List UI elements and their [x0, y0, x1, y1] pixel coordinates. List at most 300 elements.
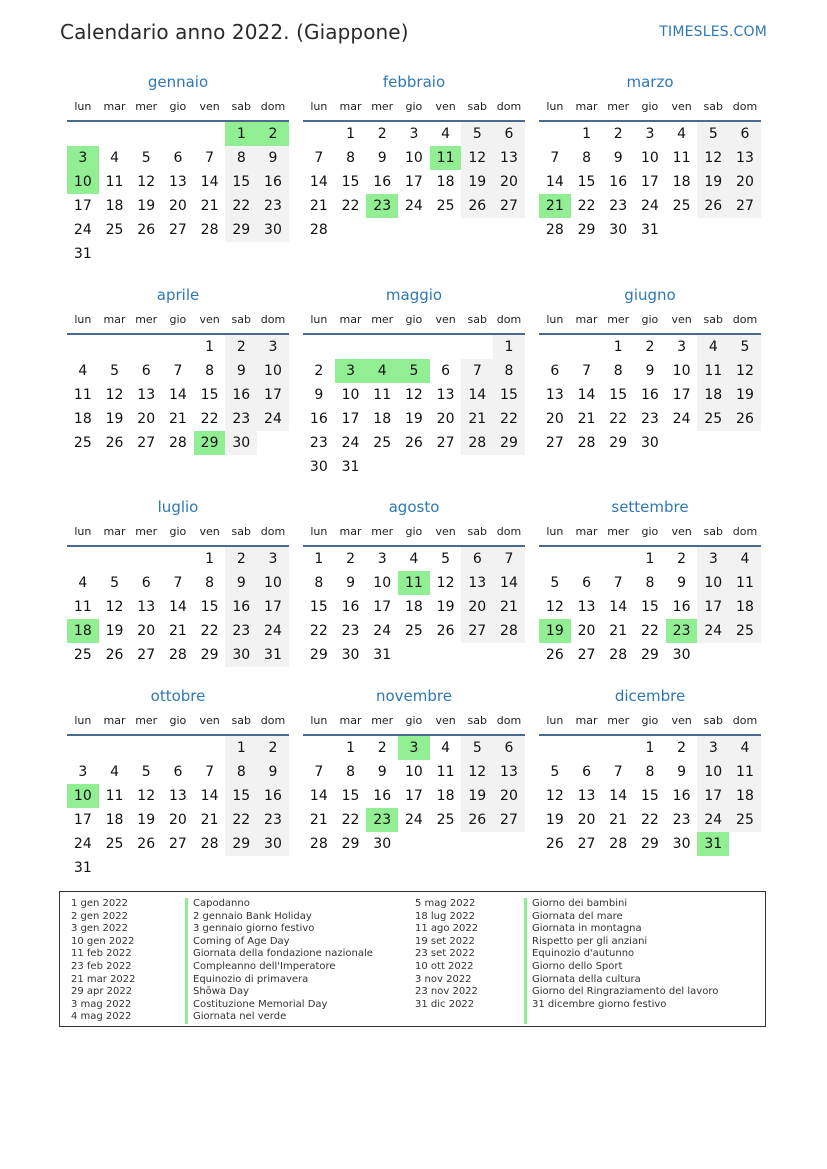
- weekday-label: mar: [103, 100, 126, 113]
- weekday-label: ven: [671, 100, 692, 113]
- day-cell: 22: [309, 623, 328, 639]
- day-cell: 5: [697, 122, 729, 146]
- weekday-label: gio: [641, 313, 659, 326]
- day-cell: 26: [404, 435, 423, 451]
- day-cell: 24: [73, 836, 92, 852]
- day-cell: 24: [73, 222, 92, 238]
- day-cell: 18: [105, 198, 124, 214]
- weekday-label: gio: [641, 525, 659, 538]
- day-cell: 30: [341, 647, 360, 663]
- holiday-cell: 23: [666, 619, 698, 643]
- day-cell: 27: [436, 435, 455, 451]
- day-cell: 4: [441, 126, 451, 142]
- weekday-label: ven: [199, 100, 220, 113]
- day-cell: 27: [577, 836, 596, 852]
- weekday-label: lun: [546, 525, 564, 538]
- day-cell: 3: [78, 764, 88, 780]
- day-cell: 30: [309, 459, 328, 475]
- weekday-label: mer: [371, 100, 394, 113]
- weekday-label: gio: [641, 100, 659, 113]
- day-cell: 18: [672, 174, 691, 190]
- day-cell: 1: [582, 126, 591, 142]
- empty-cell: [602, 547, 634, 571]
- legend-entry: 3 gen 2022: [71, 923, 129, 935]
- day-cell: 28: [168, 435, 187, 451]
- legend-entry: 2 gen 2022: [71, 910, 129, 922]
- legend-bar-right: [524, 898, 527, 1024]
- day-cell: 28: [545, 222, 564, 238]
- day-cell: 27: [137, 435, 156, 451]
- empty-cell: [67, 736, 99, 760]
- day-cell: 28: [609, 647, 628, 663]
- day-cell: 11: [105, 174, 124, 190]
- day-cell: 17: [672, 387, 691, 403]
- weekday-label: ven: [199, 525, 220, 538]
- day-cell: 20: [545, 411, 564, 427]
- day-cell: 28: [493, 619, 525, 643]
- empty-cell: [430, 335, 462, 359]
- weekday-header: [539, 96, 761, 118]
- day-cell: 23: [341, 623, 360, 639]
- day-cell: 5: [550, 764, 560, 780]
- day-cell: 5: [461, 736, 493, 760]
- day-cell: 28: [309, 222, 328, 238]
- day-cell: 21: [200, 812, 219, 828]
- weekday-label: mer: [607, 313, 630, 326]
- empty-cell: [539, 122, 571, 146]
- legend-entry: 23 nov 2022: [415, 986, 478, 998]
- day-cell: 25: [373, 435, 392, 451]
- day-cell: 22: [640, 812, 659, 828]
- empty-cell: [602, 736, 634, 760]
- day-grid: [67, 736, 289, 880]
- day-cell: 5: [110, 363, 119, 379]
- day-cell: 25: [697, 407, 729, 431]
- day-cell: 11: [73, 387, 92, 403]
- day-cell: 23: [225, 619, 257, 643]
- day-cell: 7: [173, 363, 183, 379]
- empty-cell: [67, 335, 99, 359]
- day-cell: 12: [105, 599, 124, 615]
- day-cell: 8: [645, 575, 655, 591]
- legend-entry: 3 nov 2022: [415, 973, 472, 985]
- day-cell: 19: [461, 170, 493, 194]
- empty-cell: [571, 736, 603, 760]
- weekday-label: mer: [135, 714, 158, 727]
- day-cell: 29: [341, 836, 360, 852]
- weekday-label: gio: [405, 313, 423, 326]
- day-grid: [539, 736, 761, 856]
- day-cell: 16: [341, 599, 360, 615]
- day-grid: [539, 335, 761, 455]
- weekday-label: gio: [169, 714, 187, 727]
- holiday-cell: 2: [257, 122, 289, 146]
- day-cell: 6: [582, 764, 591, 780]
- day-cell: 9: [346, 575, 355, 591]
- day-cell: 27: [493, 808, 525, 832]
- day-cell: 25: [73, 435, 92, 451]
- holiday-cell: 3: [67, 146, 99, 170]
- day-cell: 19: [461, 784, 493, 808]
- weekday-label: lun: [74, 100, 92, 113]
- day-cell: 9: [677, 764, 687, 780]
- day-cell: 19: [697, 170, 729, 194]
- day-cell: 8: [613, 363, 623, 379]
- weekday-header: [539, 710, 761, 732]
- day-cell: 21: [461, 407, 493, 431]
- day-cell: 18: [73, 411, 92, 427]
- month-agosto: [303, 496, 525, 667]
- brand-link[interactable]: TIMESLES.COM: [659, 24, 767, 40]
- legend-entry: 10 gen 2022: [71, 935, 135, 947]
- day-cell: 22: [200, 411, 219, 427]
- month-settembre: [539, 496, 761, 667]
- day-cell: 5: [141, 764, 151, 780]
- empty-cell: [335, 335, 367, 359]
- month-title: agosto: [388, 498, 440, 516]
- legend-entry: 23 feb 2022: [71, 960, 132, 972]
- weekday-label: sab: [703, 100, 724, 113]
- day-cell: 6: [582, 575, 591, 591]
- month-giugno: [539, 284, 761, 455]
- day-cell: 7: [205, 764, 215, 780]
- empty-cell: [303, 335, 335, 359]
- day-grid: [67, 547, 289, 667]
- day-cell: 14: [493, 571, 525, 595]
- day-cell: 8: [346, 764, 355, 780]
- day-cell: 20: [577, 623, 596, 639]
- holiday-cell: 18: [67, 619, 99, 643]
- day-cell: 14: [200, 174, 219, 190]
- day-cell: 29: [493, 431, 525, 455]
- weekday-label: mer: [371, 714, 394, 727]
- day-cell: 23: [309, 435, 328, 451]
- empty-cell: [130, 736, 162, 760]
- weekday-header: [303, 309, 525, 331]
- day-cell: 7: [173, 575, 183, 591]
- weekday-label: dom: [260, 313, 286, 326]
- holiday-cell: 19: [539, 619, 571, 643]
- weekday-label: sab: [231, 714, 252, 727]
- day-cell: 21: [168, 623, 187, 639]
- weekday-label: gio: [641, 714, 659, 727]
- day-cell: 30: [672, 647, 691, 663]
- day-cell: 16: [640, 387, 659, 403]
- legend-entry: Giorno dello Sport: [532, 960, 623, 972]
- day-cell: 16: [225, 595, 257, 619]
- day-cell: 11: [729, 760, 761, 784]
- day-cell: 4: [110, 764, 119, 780]
- weekday-label: mar: [575, 525, 598, 538]
- day-cell: 21: [577, 411, 596, 427]
- day-cell: 14: [309, 788, 328, 804]
- day-cell: 6: [141, 575, 151, 591]
- day-cell: 29: [200, 647, 219, 663]
- weekday-header: [303, 710, 525, 732]
- day-grid: [303, 335, 525, 479]
- day-cell: 8: [205, 363, 215, 379]
- weekday-label: ven: [671, 313, 692, 326]
- day-cell: 17: [257, 595, 289, 619]
- weekday-label: mar: [339, 313, 362, 326]
- day-cell: 26: [137, 222, 156, 238]
- day-cell: 16: [672, 788, 691, 804]
- day-cell: 10: [341, 387, 360, 403]
- weekday-label: sab: [703, 313, 724, 326]
- day-cell: 5: [141, 150, 151, 166]
- day-cell: 17: [640, 174, 659, 190]
- day-cell: 1: [314, 551, 324, 567]
- empty-cell: [539, 736, 571, 760]
- legend-entry: 11 feb 2022: [71, 948, 132, 960]
- weekday-label: ven: [435, 313, 456, 326]
- weekday-label: sab: [231, 525, 252, 538]
- day-cell: 12: [137, 174, 156, 190]
- day-cell: 22: [200, 623, 219, 639]
- day-cell: 11: [373, 387, 392, 403]
- day-cell: 2: [377, 740, 387, 756]
- weekday-label: gio: [405, 714, 423, 727]
- weekday-label: ven: [671, 714, 692, 727]
- day-cell: 22: [341, 198, 360, 214]
- day-cell: 10: [257, 359, 289, 383]
- day-cell: 4: [78, 575, 88, 591]
- weekday-label: lun: [310, 100, 328, 113]
- weekday-label: ven: [435, 100, 456, 113]
- day-cell: 21: [493, 595, 525, 619]
- day-cell: 24: [257, 407, 289, 431]
- day-cell: 22: [341, 812, 360, 828]
- day-cell: 19: [105, 623, 124, 639]
- day-cell: 27: [168, 222, 187, 238]
- day-cell: 26: [729, 407, 761, 431]
- legend-entry: 2 gennaio Bank Holiday: [193, 910, 312, 922]
- legend-entry: Giorno dei bambini: [532, 898, 628, 909]
- day-cell: 25: [436, 812, 455, 828]
- weekday-label: gio: [169, 100, 187, 113]
- day-cell: 4: [729, 547, 761, 571]
- day-cell: 3: [257, 547, 289, 571]
- month-title: novembre: [376, 687, 452, 705]
- month-gennaio: [67, 71, 289, 266]
- month-title: giugno: [624, 286, 676, 304]
- day-cell: 29: [577, 222, 596, 238]
- legend-entry: Rispetto per gli anziani: [532, 935, 648, 947]
- day-cell: 30: [225, 431, 257, 455]
- day-cell: 22: [225, 194, 257, 218]
- weekday-header: [67, 710, 289, 732]
- day-cell: 17: [73, 198, 92, 214]
- weekday-label: sab: [467, 100, 488, 113]
- day-cell: 15: [640, 599, 659, 615]
- day-cell: 20: [493, 170, 525, 194]
- day-cell: 13: [577, 599, 596, 615]
- day-cell: 7: [461, 359, 493, 383]
- empty-cell: [130, 122, 162, 146]
- weekday-label: dom: [260, 525, 286, 538]
- day-cell: 13: [729, 146, 761, 170]
- weekday-label: mar: [103, 525, 126, 538]
- weekday-label: lun: [74, 313, 92, 326]
- day-cell: 25: [672, 198, 691, 214]
- weekday-label: lun: [74, 714, 92, 727]
- day-cell: 3: [377, 551, 387, 567]
- day-cell: 3: [697, 736, 729, 760]
- legend-entry: Giornata in montagna: [532, 923, 642, 935]
- day-cell: 5: [110, 575, 119, 591]
- empty-cell: [398, 335, 430, 359]
- day-cell: 9: [377, 150, 387, 166]
- day-cell: 13: [137, 599, 156, 615]
- day-cell: 17: [697, 784, 729, 808]
- month-title: maggio: [385, 286, 443, 304]
- day-cell: 27: [137, 647, 156, 663]
- weekday-label: mer: [135, 100, 158, 113]
- day-cell: 20: [137, 411, 156, 427]
- day-cell: 9: [645, 363, 655, 379]
- day-cell: 6: [550, 363, 560, 379]
- empty-cell: [99, 736, 131, 760]
- day-cell: 13: [545, 387, 564, 403]
- weekday-header: [303, 521, 525, 543]
- day-cell: 6: [141, 363, 151, 379]
- holiday-cell: 29: [194, 431, 226, 455]
- legend-names-right: [532, 898, 718, 1011]
- day-cell: 25: [105, 836, 124, 852]
- day-cell: 27: [577, 647, 596, 663]
- day-cell: 1: [645, 740, 655, 756]
- day-cell: 20: [461, 595, 493, 619]
- weekday-label: dom: [732, 313, 758, 326]
- day-cell: 18: [729, 595, 761, 619]
- day-cell: 19: [137, 198, 156, 214]
- day-cell: 10: [373, 575, 392, 591]
- day-cell: 6: [441, 363, 451, 379]
- day-cell: 2: [677, 551, 687, 567]
- day-cell: 1: [346, 740, 355, 756]
- day-cell: 29: [640, 836, 659, 852]
- day-cell: 14: [577, 387, 596, 403]
- legend-entry: 1 gen 2022: [71, 898, 129, 909]
- day-cell: 13: [436, 387, 455, 403]
- empty-cell: [99, 547, 131, 571]
- day-cell: 13: [577, 788, 596, 804]
- day-cell: 22: [493, 407, 525, 431]
- day-cell: 28: [609, 836, 628, 852]
- day-cell: 7: [314, 764, 324, 780]
- weekday-label: sab: [703, 714, 724, 727]
- day-cell: 4: [697, 335, 729, 359]
- empty-cell: [162, 736, 194, 760]
- day-cell: 16: [609, 174, 628, 190]
- day-cell: 2: [314, 363, 324, 379]
- day-cell: 5: [729, 335, 761, 359]
- day-cell: 16: [257, 170, 289, 194]
- day-cell: 2: [377, 126, 387, 142]
- day-cell: 12: [461, 760, 493, 784]
- day-cell: 7: [613, 575, 623, 591]
- day-cell: 15: [640, 788, 659, 804]
- day-cell: 8: [493, 359, 525, 383]
- day-grid: [67, 122, 289, 266]
- legend-entry: Giorno del Ringraziamento del lavoro: [532, 986, 719, 998]
- day-cell: 12: [545, 599, 564, 615]
- day-cell: 10: [697, 760, 729, 784]
- day-cell: 26: [105, 435, 124, 451]
- day-cell: 24: [404, 812, 423, 828]
- empty-cell: [99, 122, 131, 146]
- day-cell: 6: [461, 547, 493, 571]
- day-cell: 19: [404, 411, 423, 427]
- legend-entry: Giornata nel verde: [193, 1011, 287, 1023]
- weekday-label: lun: [310, 714, 328, 727]
- day-cell: 8: [205, 575, 215, 591]
- legend-entry: 29 apr 2022: [71, 986, 133, 998]
- day-cell: 4: [441, 740, 451, 756]
- empty-cell: [571, 547, 603, 571]
- weekday-label: lun: [310, 525, 328, 538]
- weekday-label: lun: [74, 525, 92, 538]
- weekday-label: mer: [607, 714, 630, 727]
- day-cell: 17: [404, 174, 423, 190]
- day-cell: 30: [373, 836, 392, 852]
- empty-cell: [99, 335, 131, 359]
- legend-entry: 31 dic 2022: [415, 998, 475, 1010]
- weekday-label: sab: [467, 525, 488, 538]
- legend-entry: 3 mag 2022: [71, 998, 132, 1010]
- weekday-label: gio: [405, 525, 423, 538]
- day-cell: 20: [577, 812, 596, 828]
- day-cell: 6: [173, 764, 183, 780]
- day-cell: 24: [404, 198, 423, 214]
- day-cell: 2: [257, 736, 289, 760]
- day-grid: [67, 335, 289, 455]
- holiday-cell: 23: [366, 808, 398, 832]
- day-cell: 31: [73, 246, 92, 262]
- day-cell: 21: [309, 198, 328, 214]
- empty-cell: [303, 736, 335, 760]
- weekday-label: dom: [496, 525, 522, 538]
- day-cell: 24: [341, 435, 360, 451]
- day-cell: 20: [168, 812, 187, 828]
- day-cell: 21: [168, 411, 187, 427]
- month-title: ottobre: [150, 687, 206, 705]
- day-cell: 6: [729, 122, 761, 146]
- month-luglio: [67, 496, 289, 667]
- day-cell: 11: [697, 359, 729, 383]
- day-cell: 15: [341, 174, 360, 190]
- month-aprile: [67, 284, 289, 455]
- weekday-label: sab: [231, 100, 252, 113]
- legend-entry: 4 mag 2022: [71, 1011, 132, 1023]
- page-title: Calendario anno 2022. (Giappone): [60, 20, 409, 44]
- day-cell: 31: [341, 459, 360, 475]
- day-cell: 26: [436, 623, 455, 639]
- day-cell: 23: [225, 407, 257, 431]
- legend-entry: Giornata del mare: [532, 910, 623, 922]
- empty-cell: [130, 547, 162, 571]
- day-cell: 29: [609, 435, 628, 451]
- weekday-header: [67, 521, 289, 543]
- day-cell: 2: [677, 740, 687, 756]
- day-cell: 30: [640, 435, 659, 451]
- day-cell: 24: [697, 808, 729, 832]
- day-cell: 28: [461, 431, 493, 455]
- day-cell: 9: [613, 150, 623, 166]
- day-cell: 10: [697, 571, 729, 595]
- day-cell: 4: [729, 736, 761, 760]
- day-cell: 14: [168, 387, 187, 403]
